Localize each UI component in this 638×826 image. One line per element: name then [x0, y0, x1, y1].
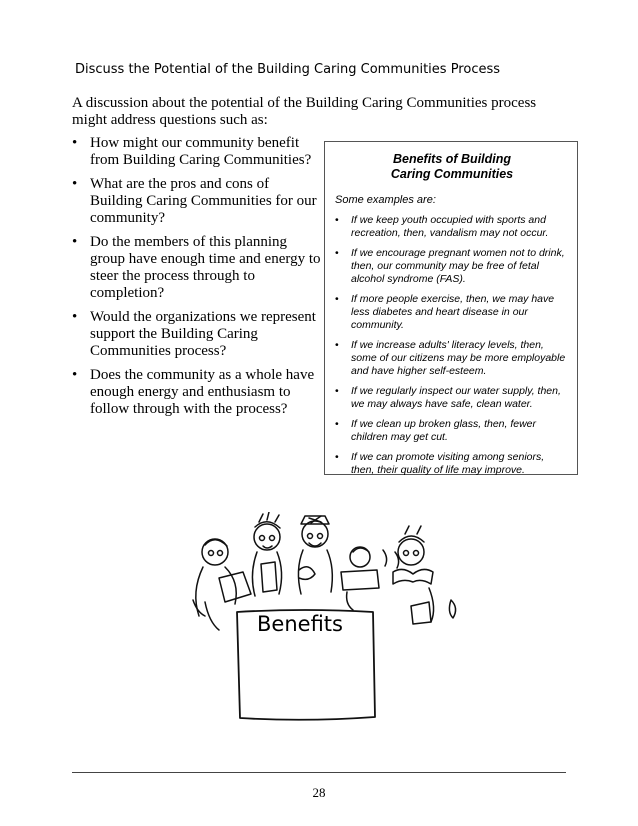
question-item: • What are the pros and cons of Building Caring Communities for our community? — [72, 176, 322, 227]
benefits-box-title-line1: Benefits of Building — [392, 152, 512, 166]
footer-divider — [72, 772, 566, 773]
question-item: • Would the organizations we represent support the Building Caring Communities process? — [72, 309, 322, 360]
benefit-item: • If we encourage pregnant women not to drink, then, our community may be free of fetal alcohol syndrome (FAS). — [335, 247, 569, 286]
cartoon-box-label: Benefits — [257, 612, 343, 636]
benefit-item: • If we can promote visiting among seniors, then, their quality of life may improve. — [335, 451, 569, 477]
benefits-box — [324, 141, 578, 475]
benefit-item: • If we increase adults' literacy levels, then, some of our citizens may be more employable and have higher self-esteem. — [335, 339, 569, 378]
page-number: 28 — [312, 785, 326, 800]
benefits-list — [335, 214, 569, 477]
question-item: • Do the members of this planning group have enough time and energy to steer the process through to completion? — [72, 234, 322, 302]
benefit-item: • If we keep youth occupied with sports and recreation, then, vandalism may not occur. — [335, 214, 569, 240]
benefits-box-title-line2: Caring Communities — [390, 167, 514, 181]
section-heading: Discuss the Potential of the Building Caring Communities Process — [75, 62, 501, 77]
benefits-box-title — [335, 152, 569, 182]
benefit-item: • If we regularly inspect our water supply, then, we may always have safe, clean water. — [335, 385, 569, 411]
benefits-box-subtitle: Some examples are: — [335, 194, 436, 206]
question-item: • How might our community benefit from Building Caring Communities? — [72, 135, 322, 169]
benefit-item: • If more people exercise, then, we may have less diabetes and heart disease in our community. — [335, 293, 569, 332]
question-item: • Does the community as a whole have enough energy and enthusiasm to follow through with the process? — [72, 367, 322, 418]
benefit-item: • If we clean up broken glass, then, fewer children may get cut. — [335, 418, 569, 444]
intro-paragraph: A discussion about the potential of the Building Caring Communities process might address questions such as: — [72, 95, 537, 128]
question-list — [72, 135, 322, 425]
